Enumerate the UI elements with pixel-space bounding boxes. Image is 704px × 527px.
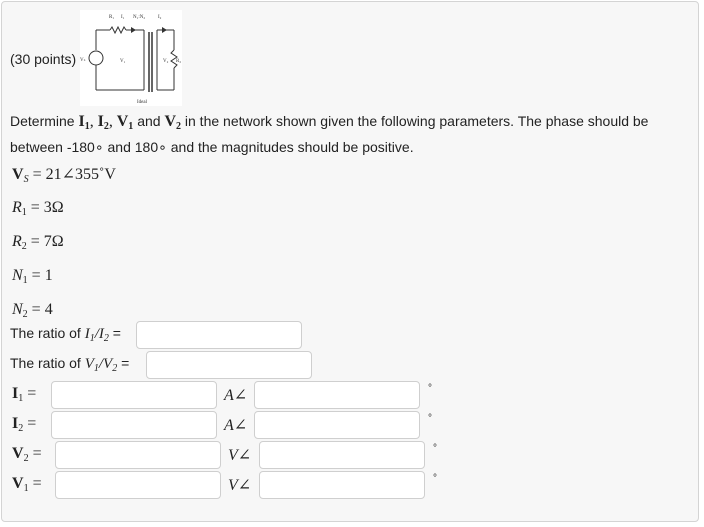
answer-i2-phase-input[interactable] (254, 411, 420, 439)
symbol-i2: $I_2$ (97, 113, 109, 132)
circuit-label-vs: Vₛ (80, 58, 86, 63)
circuit-label-r2: R₂ (176, 59, 182, 64)
ratio-v-input[interactable] (146, 351, 312, 379)
answer-v1-label: $V_1$ = (12, 475, 42, 494)
symbol-v2: $V_2$ (164, 113, 181, 132)
answer-v2-unit: V∠ (228, 447, 252, 464)
param-n2: $N_2 = 4$ (12, 301, 53, 320)
answer-i2-magnitude-input[interactable] (51, 411, 217, 439)
symbol-v1: $V_1$ (116, 113, 134, 132)
problem-statement: Determine $I_1$, $I_2$, $V_1$ and $V_2$ in the network shown given the following parameters. The phase should be between -180∘ and 180∘ and the magnitudes should be positive. (10, 113, 649, 155)
param-r1: $R_1 = 3\Omega$ (12, 199, 64, 218)
answer-i1-degree: ° (428, 383, 432, 394)
param-n1: $N_1 = 1$ (12, 267, 53, 286)
symbol-i1: $I_1$ (78, 113, 90, 132)
answer-v2-magnitude-input[interactable] (55, 441, 221, 469)
answer-v1-degree: ° (433, 473, 437, 484)
answer-v2-degree: ° (433, 443, 437, 454)
circuit-label-ratio: N₁:N₂ (133, 15, 146, 20)
circuit-label-r1: R₁ (109, 15, 115, 20)
answer-v1-magnitude-input[interactable] (55, 471, 221, 499)
answer-v2-phase-input[interactable] (259, 441, 425, 469)
ratio-i-label: The ratio of $I_1/I_2$ = (10, 325, 121, 344)
circuit-label-v2: V₂ (163, 59, 169, 64)
answer-i1-phase-input[interactable] (254, 381, 420, 409)
circuit-label-v1: V₁ (120, 59, 126, 64)
answer-v2-label: $V_2$ = (12, 445, 42, 464)
circuit-label-i1: I₁ (121, 15, 125, 20)
answer-i2-unit: A∠ (224, 417, 248, 434)
param-vs: $V_S$ = 21∠355˚V (12, 166, 116, 185)
answer-i1-magnitude-input[interactable] (51, 381, 217, 409)
points-label: (30 points) (10, 51, 77, 67)
answer-v1-phase-input[interactable] (259, 471, 425, 499)
ratio-i-input[interactable] (136, 321, 302, 349)
answer-i1-unit: A∠ (224, 387, 248, 404)
answer-i2-label: $I_2$ = (12, 415, 37, 434)
answer-v1-unit: V∠ (228, 477, 252, 494)
circuit-diagram (80, 10, 182, 106)
answer-i1-label: $I_1$ = (12, 385, 37, 404)
ratio-v-label: The ratio of $V_1/V_2$ = (10, 355, 130, 374)
answer-i2-degree: ° (428, 413, 432, 424)
circuit-label-ideal: Ideal (137, 100, 147, 105)
circuit-label-i2: I₂ (158, 15, 162, 20)
param-r2: $R_2 = 7\Omega$ (12, 233, 64, 252)
